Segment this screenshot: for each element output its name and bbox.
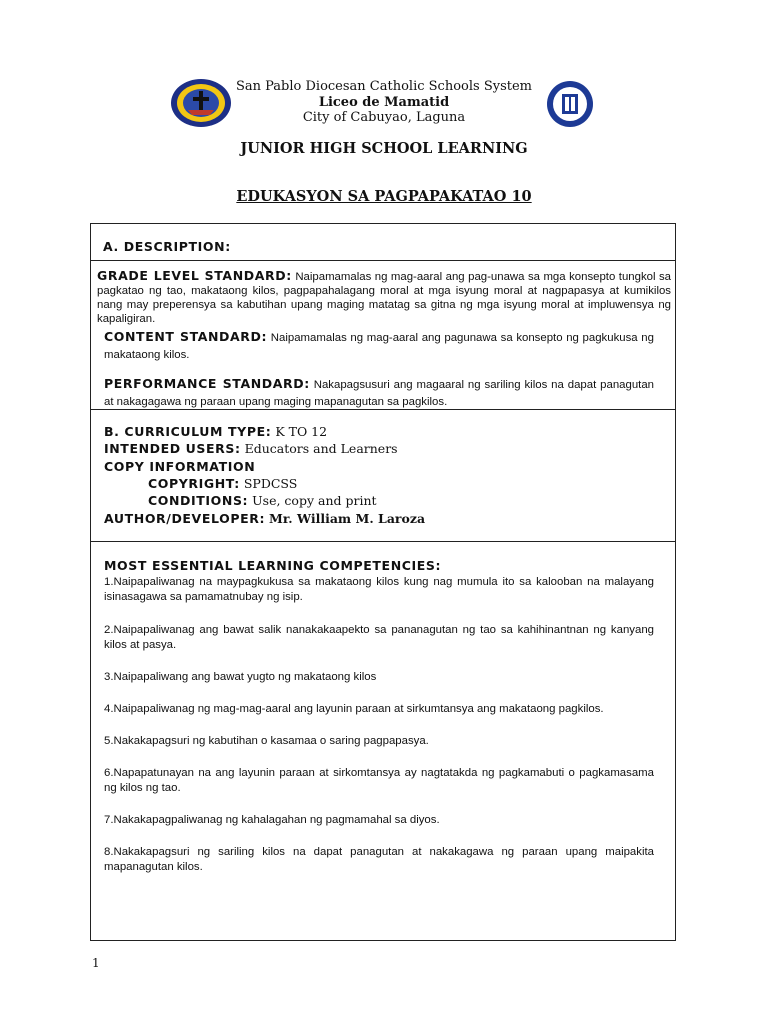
- intended-users-value: Educators and Learners: [244, 441, 398, 456]
- grade-level-standard: [97, 269, 671, 326]
- competency-item-7: 7.Nakakapagpaliwanag ng kahalagahan ng pagmamahal sa diyos.: [104, 814, 440, 826]
- competency-item-8: 8.Nakakapagsuri ng sariling kilos na dapat panagutan at nakakagawa ng paraan upang maipakita mapanagutan kilos.: [104, 846, 654, 873]
- copyright-value: SPDCSS: [243, 476, 298, 491]
- description-heading: A. DESCRIPTION:: [103, 239, 231, 254]
- curriculum-section: [90, 409, 676, 542]
- competencies-heading: MOST ESSENTIAL LEARNING COMPETENCIES:: [104, 558, 442, 573]
- description-section: [90, 223, 676, 410]
- performance-standard-label: PERFORMANCE STANDARD:: [104, 376, 310, 391]
- diocese-name: San Pablo Diocesan Catholic Schools System: [235, 79, 532, 94]
- competency-item-3: 3.Naipapaliwang ang bawat yugto ng makataong kilos: [104, 671, 377, 683]
- author-developer: [104, 510, 425, 527]
- content-standard-text: Naipamamalas ng mag-aaral ang pagunawa sa konsepto ng pagkukusa ng makataong kilos.: [104, 332, 654, 361]
- competencies-section: [90, 541, 676, 941]
- page-number: 1: [92, 956, 100, 970]
- subject-title: [0, 188, 768, 205]
- school-name: Liceo de Mamatid: [318, 95, 450, 110]
- grade-level-text: Naipamamalas ng mag-aaral ang pag-unawa sa mga konsepto tungkol sa pagkatao ng tao, makataong kilos, pagpapahalagang moral at mga isyung moral at nagpapasya at kumikilos nang may preperensya sa kabutihan upang maging matatag sa gitna ng mga isyung moral at impluwensya ng kapaligiran.: [97, 271, 672, 325]
- content-standard-label: CONTENT STANDARD:: [104, 329, 268, 344]
- conditions-label: CONDITIONS:: [148, 493, 249, 508]
- competency-item-4: 4.Naipapaliwanag ng mag-mag-aaral ang layunin paraan at sirkumtansya ang makataong pagkilos.: [104, 703, 604, 715]
- competency-item-6: 6.Napapatunayan na ang layunin paraan at sirkomtansya ay nagtatakda ng pagkamabuti o pagkamasama ng kilos ng tao.: [104, 767, 654, 794]
- description-divider: [91, 260, 675, 261]
- performance-standard-text: Nakapagsusuri ang magaaral ng sariling kilos na dapat panagutan at nakagagawa ng paraan upang maging mapanagutan sa pagkilos.: [104, 379, 654, 408]
- conditions-value: Use, copy and print: [252, 493, 377, 508]
- intended-users-label: INTENDED USERS:: [104, 441, 241, 456]
- competency-item-1: 1.Naipapaliwanag na maypagkukusa sa makataong kilos kung nag mumula ito sa kalooban na malayang isinasagawa sa pamamatnubay ng isip.: [104, 576, 654, 603]
- curriculum-type-label: B. CURRICULUM TYPE:: [104, 424, 272, 439]
- performance-standard: [104, 375, 654, 411]
- grade-level-label: GRADE LEVEL STANDARD:: [97, 268, 292, 283]
- author-value: Mr. William M. Laroza: [269, 511, 426, 526]
- competency-item-2: 2.Naipapaliwanag ang bawat salik nanakakaapekto sa pananagutan ng tao sa kahihinantnan ng kanyang kilos at pasya.: [104, 624, 654, 651]
- author-label: AUTHOR/DEVELOPER:: [104, 511, 266, 526]
- copy-information-heading: COPY INFORMATION: [104, 459, 256, 474]
- curriculum-type: [104, 423, 327, 440]
- curriculum-type-value: K TO 12: [275, 424, 328, 439]
- school-location: City of Cabuyao, Laguna: [302, 110, 466, 125]
- conditions: [148, 492, 377, 509]
- subject-title-text: EDUKASYON SA PAGPAPAKATAO 10: [236, 188, 532, 205]
- copyright-label: COPYRIGHT:: [148, 476, 240, 491]
- competency-item-5: 5.Nakakapagsuri ng kabutihan o kasamaa o saring pagpapasya.: [104, 735, 429, 747]
- content-standard: [104, 328, 654, 364]
- page-title: JUNIOR HIGH SCHOOL LEARNING: [240, 140, 528, 157]
- intended-users: [104, 440, 398, 457]
- copyright: [148, 475, 297, 492]
